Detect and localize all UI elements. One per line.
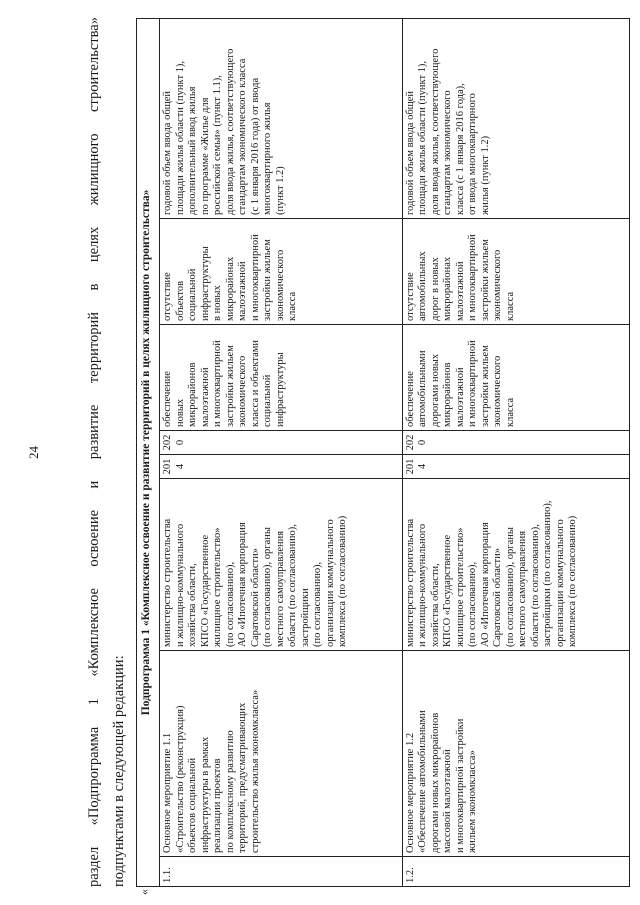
year-start-cell: 2014 (402, 455, 629, 479)
measure-cell: Основное мероприятие 1.2 «Обеспечение автомобильными дорогами новых микрорайонов массовой малоэтажной и многоквартирной застройки жильем экономкласса» (402, 651, 629, 857)
measure-cell: Основное мероприятие 1.1 «Строительство (реконструкция) объектов социальной инфраструктуры в рамках реализации проектов по комплексному развитию территорий, предусматривающих строительство жилья экономкласса» (160, 651, 403, 857)
intro-word: в (86, 283, 102, 291)
intro-line-1 (82, 17, 107, 887)
opening-quote: « (137, 889, 151, 895)
intro-line-2: подпунктами в следующей редакции: (111, 655, 127, 887)
executors-cell: министерство строительства и жилищно-коммунального хозяйства области, КПСО «Государственное жилищное строительство» (по согласованию), АО «Ипотечная корпорация Саратовской области» (по согласованию), органы местного самоуправления области (по согласованию), застройщики (по согласованию), организации коммунального комплекса (по согласованию) (160, 479, 403, 651)
executors-cell: министерство строительства и жилищно-коммунального хозяйства области, КПСО «Государственное жилищное строительство» (по согласованию), АО «Ипотечная корпорация Саратовской области» (по согласованию), органы местного самоуправления области (по согласованию), застройщики (по согласованию), организации коммунального комплекса (по согласованию) (402, 479, 629, 651)
row-number: 1.2. (402, 857, 629, 887)
table-row (160, 18, 403, 886)
intro-word: развитие (86, 404, 102, 460)
indicators-cell: годовой объем ввода общей площади жилья области (пункт 1), дополнительный ввод жилья по программе «Жилье для российской семьи» (пункт 1.1), доля ввода жилья, соответствующего стандартам экономического класса (с 1 января 2016 года) от ввода многоквартирного жилья (пункт 1.2) (160, 18, 403, 218)
indicators-cell: годовой объем ввода общей площади жилья области (пункт 1), доля ввода жилья, соответствующего стандартам экономического класса (с 1 января 2016 года), от ввода многоквартирного жилья (пункт 1.2) (402, 18, 629, 218)
year-end-cell: 2020 (160, 431, 403, 455)
intro-word: жилищного (86, 133, 102, 206)
result-cell: обеспечение новых микрорайонов малоэтажной и многоквартирной застройки жильем экономического класса и объектами социальной инфраструктуры (160, 325, 403, 431)
intro-word: 1 (86, 698, 102, 706)
intro-word: строительства» (86, 17, 102, 112)
section-header-row (137, 18, 160, 886)
section-header: Подпрограмма 1 «Комплексное освоение и развитие территорий в целях жилищного строительства» (137, 18, 160, 886)
intro-word: «Подпрограмма (86, 726, 102, 826)
intro-word: целях (86, 226, 102, 263)
intro-word: территорий (86, 311, 102, 384)
program-table (136, 18, 630, 887)
intro-word: освоение (86, 509, 102, 567)
year-end-cell: 2020 (402, 431, 629, 455)
year-start-cell: 2014 (160, 455, 403, 479)
intro-word: раздел (86, 846, 102, 887)
intro-word: и (86, 480, 102, 489)
table-row (402, 18, 629, 886)
intro-paragraph (82, 17, 132, 887)
intro-word: «Комплексное (86, 588, 102, 677)
consequence-cell: отсутствие автомобильных дорог в новых микрорайонах малоэтажной и многоквартирной застройки жильем экономического класса (402, 219, 629, 325)
result-cell: обеспечение автомобильными дорогами новых микрорайонов малоэтажной и многоквартирной застройки жильем экономического класса (402, 325, 629, 431)
consequence-cell: отсутствие объектов социальной инфраструктуры в новых микрорайонах малоэтажной и многоквартирной застройки жильем экономического класса (160, 219, 403, 325)
page-number: 24 (26, 446, 41, 459)
row-number: 1.1. (160, 857, 403, 887)
